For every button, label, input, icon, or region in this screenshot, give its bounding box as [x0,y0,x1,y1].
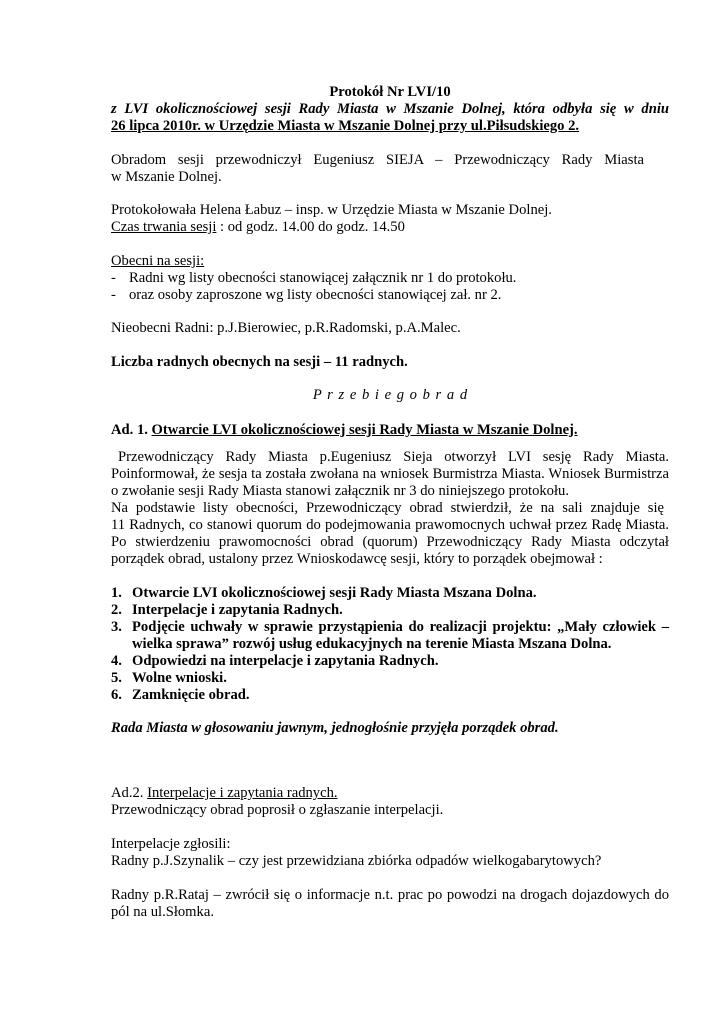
duration-value: : od godz. 14.00 do godz. 14.50 [216,219,405,235]
agenda-number: 2. [111,602,122,618]
ad1-prefix: Ad. 1. [111,422,152,438]
ad2-heading [111,785,669,802]
ad2-reported-label: Interpelacje zgłosili: [111,836,231,852]
ad1-line: 11 Radnych, co stanowi quorum do podejmowania prawomocnych uchwał przez Radę Miasta. [111,517,669,533]
recorder-text: Protokołowała Helena Łabuz – insp. w Urzędzie Miasta w Mszanie Dolnej. [111,202,552,218]
duration-label: Czas trwania sesji [111,219,217,235]
ad1-heading [111,422,669,439]
rataj-line-2: pól na ul.Słomka. [111,904,214,920]
ad2-intro: Przewodniczący obrad poprosił o zgłaszanie interpelacji. [111,802,444,818]
agenda-text: Interpelacje i zapytania Radnych. [132,602,343,618]
chair-line-1: Obradom sesji przewodniczył Eugeniusz SIEJA – Przewodniczący Rady Miasta [111,152,644,168]
agenda-number: 6. [111,687,122,703]
ad1-line: o zwołanie sesji Rady Miasta stanowi załącznik nr 3 do niniejszego protokołu. [111,483,569,499]
agenda-text: Wolne wnioski. [132,670,227,686]
agenda-text: wielka sprawa” rozwój usług edukacyjnych na terenie Miasta Mszana Dolna. [132,636,612,652]
agenda-number: 4. [111,653,122,669]
duration-text [111,219,669,236]
ad1-line: Poinformował, że sesja ta została zwołana na wniosek Burmistrza Miasta. Wniosek Burmistrza [111,466,669,482]
chair-paragraph [111,152,669,186]
agenda-text: Zamknięcie obrad. [132,687,250,703]
rataj-line-1: Radny p.R.Rataj – zwrócił się o informacje n.t. prac po powodzi na drogach dojazdowych do [111,887,669,903]
ad1-line: Po stwierdzeniu prawomocności obrad (quorum) Przewodniczący Rady Miasta odczytał [111,534,669,550]
subtitle-line-2: 26 lipca 2010r. w Urzędzie Miasta w Mszanie Dolnej przy ul.Piłsudskiego 2. [111,118,580,134]
ad1-paragraph [111,449,669,568]
ad1-line: Przewodniczący Rady Miasta p.Eugeniusz Sieja otworzył LVI sesję Rady Miasta. [118,449,669,465]
agenda-number: 3. [111,619,122,635]
agenda-number: 5. [111,670,122,686]
agenda-resolution: Rada Miasta w głosowaniu jawnym, jednogłośnie przyjęła porządek obrad. [111,720,559,736]
agenda-number: 1. [111,585,122,601]
ad2-title: Interpelacje i zapytania radnych. [147,785,338,801]
bullet-dash: - [111,287,116,303]
absent-text: Nieobecni Radni: p.J.Bierowiec, p.R.Radomski, p.A.Malec. [111,320,461,336]
agenda-text: Podjęcie uchwały w sprawie przystąpienia do realizacji projektu: „Mały człowiek – [132,619,669,635]
chair-line-2: w Mszanie Dolnej. [111,169,222,185]
present-item-text: oraz osoby zaproszone wg listy obecności stanowiącej zał. nr 2. [129,287,502,303]
document-title: Protokół Nr LVI/10 [329,84,451,100]
ad1-line: Na podstawie listy obecności, Przewodniczący obrad stwierdził, że na sali znajduje się [111,500,664,516]
proceedings-heading: P r z e b i e g o b r a d [312,387,468,403]
agenda-text: Otwarcie LVI okolicznościowej sesji Rady Miasta Mszana Dolna. [132,585,537,601]
ad1-title: Otwarcie LVI okolicznościowej sesji Rady Miasta w Mszanie Dolnej. [151,422,578,438]
bullet-dash: - [111,270,116,286]
agenda-text: Odpowiedzi na interpelacje i zapytania Radnych. [132,653,439,669]
ad1-line: porządek obrad, ustalony przez Wnioskodawcę sesji, który to porządek obejmował : [111,551,603,567]
present-label: Obecni na sesji: [111,253,205,269]
ad2-prefix: Ad.2. [111,785,148,801]
ad2-szynalik: Radny p.J.Szynalik – czy jest przewidziana zbiórka odpadów wielkogabarytowych? [111,853,602,869]
document-subtitle [111,101,669,135]
subtitle-line-1: z LVI okolicznościowej sesji Rady Miasta w Mszanie Dolnej, która odbyła się w dniu [111,101,669,117]
ad2-rataj [111,887,669,921]
present-item-text: Radni wg listy obecności stanowiącej załącznik nr 1 do protokołu. [129,270,517,286]
attendance-count: Liczba radnych obecnych na sesji – 11 radnych. [111,354,408,370]
